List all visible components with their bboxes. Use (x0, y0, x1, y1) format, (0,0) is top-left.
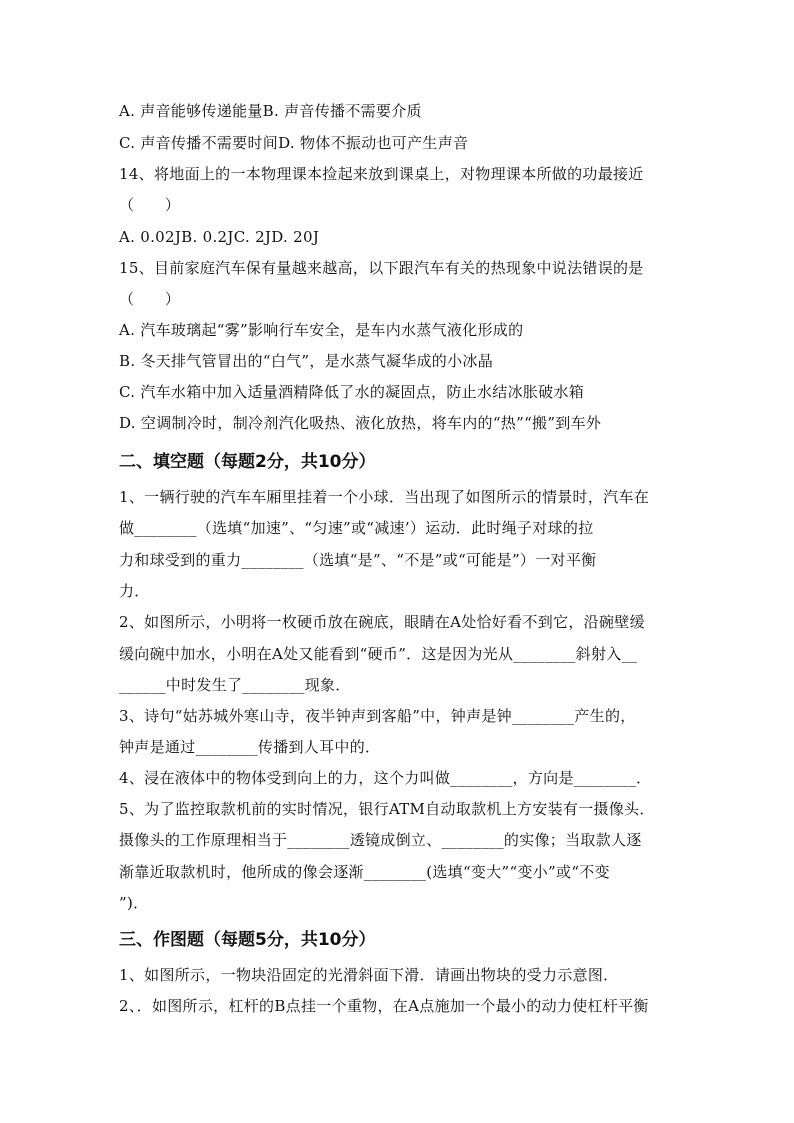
fill-q3-line2: 钟声是通过________传播到人耳中的． (119, 738, 381, 756)
fill-q5-line4: ”)． (119, 894, 149, 912)
fill-q1-line3: 力和球受到的重力________（选填“是”、“不是”或“可能是”）一对平衡 (119, 551, 597, 569)
fill-q4: 4、浸在液体中的物体受到向上的力，这个力叫做________，方向是________． (119, 769, 652, 787)
drawing-q1: 1、如图所示，一物块沿固定的光滑斜面下滑．请画出物块的受力示意图． (119, 966, 619, 984)
drawing-q2: 2、．如图所示，杠杆的B点挂一个重物，在A点施加一个最小的动力使杠杆平衡 (119, 997, 649, 1015)
question-15-blank: （ ） (119, 290, 181, 308)
question-14-blank: （ ） (119, 196, 181, 214)
option-15-c: C. 汽车水箱中加入适量酒精降低了水的凝固点，防止水结冰胀破水箱 (119, 383, 585, 401)
fill-q5-line2: 摄像头的工作原理相当于________透镜成倒立、________的实像；当取款人逐 (119, 831, 642, 849)
options-14: A. 0.02JB. 0.2JC. 2JD. 20J (119, 228, 320, 246)
section-2-heading: 二、填空题（每题2分，共10分） (119, 452, 376, 472)
option-line-13-ab: A. 声音能够传递能量B. 声音传播不需要介质 (119, 102, 422, 120)
fill-q5-line3: 渐靠近取款机时，他所成的像会逐渐________(选填“变大”“变小”或“不变 (119, 863, 610, 881)
fill-q2-line1: 2、如图所示，小明将一枚硬币放在碗底，眼睛在A处恰好看不到它，沿碗壁缓 (119, 613, 645, 631)
option-15-a: A. 汽车玻璃起“雾”影响行车安全，是车内水蒸气液化形成的 (119, 321, 524, 339)
option-15-b: B. 冬天排气管冒出的“白气”，是水蒸气凝华成的小冰晶 (119, 352, 493, 370)
option-line-13-cd: C. 声音传播不需要时间D. 物体不振动也可产生声音 (119, 134, 469, 152)
fill-q1-line4: 力． (119, 582, 150, 600)
fill-q2-line2: 缓向碗中加水，小明在A处又能看到“硬币”．这是因为光从________斜射入__ (119, 645, 638, 663)
fill-q3-line1: 3、诗句“姑苏城外寒山寺，夜半钟声到客船”中，钟声是钟________产生的， (119, 707, 636, 725)
question-15: 15、目前家庭汽车保有量越来越高，以下跟汽车有关的热现象中说法错误的是 (119, 259, 644, 277)
option-15-d: D. 空调制冷时，制冷剂汽化吸热、液化放热，将车内的“热”“搬”到车外 (119, 414, 602, 432)
fill-q1-line2: 做________（选填“加速”、“匀速”或“减速’）运动．此时绳子对球的拉 (119, 519, 594, 537)
fill-q5-line1: 5、为了监控取款机前的实时情况，银行ATM自动取款机上方安装有一摄像头． (119, 800, 655, 818)
fill-q1-line1: 1、一辆行驶的汽车车厢里挂着一个小球．当出现了如图所示的情景时，汽车在 (119, 488, 650, 506)
section-3-heading: 三、作图题（每题5分，共10分） (119, 930, 376, 950)
fill-q2-line3: ______中时发生了________现象． (119, 676, 351, 694)
question-14: 14、将地面上的一本物理课本捡起来放到课桌上，对物理课本所做的功最接近 (119, 165, 644, 183)
